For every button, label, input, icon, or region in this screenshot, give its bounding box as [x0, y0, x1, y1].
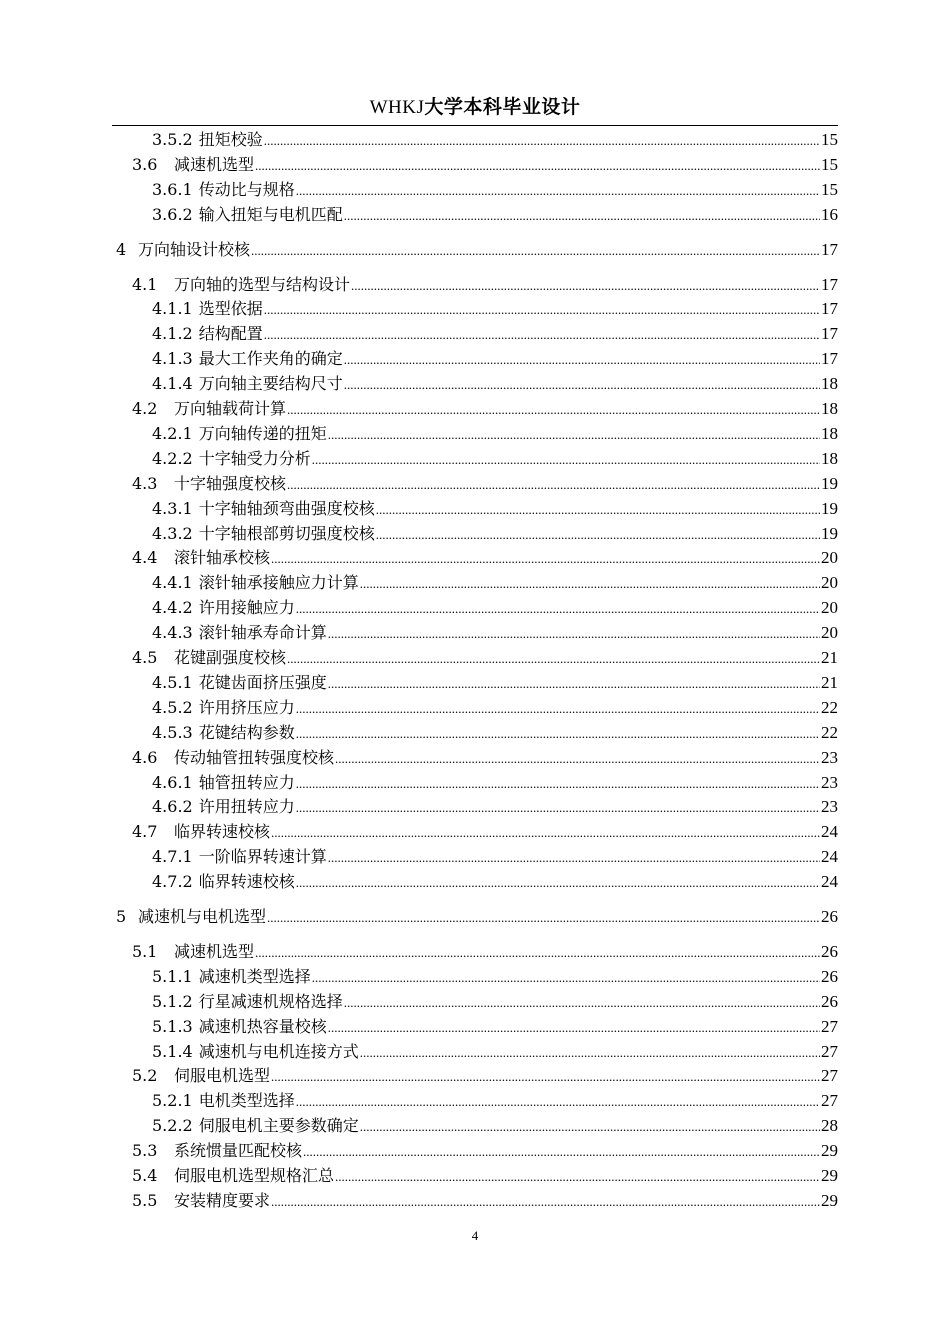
- toc-dot-leader: [328, 421, 820, 447]
- toc-entry-number: 5.5: [132, 1190, 158, 1210]
- toc-entry-number: 4.6.2: [152, 797, 193, 817]
- toc-dot-leader: [312, 446, 820, 472]
- toc-entry-page: 16: [821, 204, 838, 224]
- toc-entry[interactable]: [112, 321, 838, 346]
- toc-entry[interactable]: [112, 964, 838, 989]
- toc-entry-page: 21: [821, 672, 838, 692]
- toc-entry-number: 3.6.2: [152, 204, 193, 224]
- toc-entry-page: 27: [821, 1016, 838, 1036]
- toc-entry[interactable]: [112, 869, 838, 894]
- toc-entry-number: 4.2.1: [152, 423, 193, 443]
- toc-entry-title: 轴管扭转应力: [198, 772, 295, 792]
- toc-entry-page: 19: [821, 498, 838, 518]
- toc-entry-number: 4.4.2: [152, 598, 193, 618]
- toc-entry-title: 伺服电机选型规格汇总: [174, 1166, 335, 1185]
- toc-dot-leader: [376, 521, 820, 547]
- toc-entry-number: 4.6.1: [152, 772, 193, 792]
- toc-entry-page: 24: [821, 872, 838, 892]
- toc-entry-number: 5.3: [132, 1141, 158, 1161]
- toc-entry-number: 4.5: [132, 648, 158, 667]
- toc-entry-number: 5.1.1: [152, 966, 193, 986]
- toc-entry-number: 4.5.2: [152, 697, 193, 717]
- toc-entry-title: 扭矩校验: [198, 130, 263, 149]
- toc-entry-page: 29: [821, 1166, 838, 1185]
- toc-entry-page: 19: [821, 523, 838, 543]
- toc-entry[interactable]: [112, 202, 838, 227]
- toc-entry-page: 18: [821, 448, 838, 468]
- toc-entry[interactable]: [112, 237, 838, 262]
- toc-entry[interactable]: [112, 127, 838, 152]
- toc-entry-number: 4.3.2: [152, 523, 193, 543]
- toc-entry-number: 4.3.1: [152, 498, 193, 518]
- toc-entry[interactable]: [112, 446, 838, 471]
- toc-entry[interactable]: [112, 770, 838, 795]
- toc-entry-number: 3.6: [132, 154, 158, 174]
- toc-entry-number: 4.1.4: [152, 374, 193, 394]
- toc-entry-number: 4.7.1: [152, 847, 193, 867]
- toc-entry[interactable]: [112, 745, 838, 770]
- toc-entry-page: 22: [821, 722, 838, 742]
- toc-dot-leader: [296, 695, 820, 721]
- toc-dot-leader: [335, 1163, 820, 1189]
- toc-entry-page: 23: [821, 797, 838, 817]
- toc-entry-title: 输入扭矩与电机匹配: [198, 204, 343, 224]
- toc-entry[interactable]: [112, 545, 838, 570]
- toc-entry[interactable]: [112, 496, 838, 521]
- toc-entry[interactable]: [112, 645, 838, 670]
- toc-entry-number: 4.7.2: [152, 872, 193, 892]
- toc-entry[interactable]: [112, 989, 838, 1014]
- toc-entry-title: 电机类型选择: [198, 1091, 295, 1111]
- toc-entry-number: 5.2.2: [152, 1116, 193, 1136]
- toc-entry[interactable]: [112, 521, 838, 546]
- toc-entry-title: 减速机与电机选型: [138, 907, 267, 926]
- toc-entry-title: 花键结构参数: [198, 722, 295, 742]
- toc-entry-title: 临界转速校核: [174, 822, 271, 842]
- toc-entry[interactable]: [112, 421, 838, 446]
- toc-dot-leader: [264, 296, 820, 322]
- toc-entry-title: 最大工作夹角的确定: [198, 349, 343, 369]
- toc-entry[interactable]: [112, 570, 838, 595]
- toc-entry[interactable]: [112, 939, 838, 964]
- toc-entry-number: 4.5.3: [152, 722, 193, 742]
- header-title: 大学本科毕业设计: [424, 96, 581, 118]
- header-prefix: WHKJ: [369, 97, 425, 118]
- toc-entry-number: 5: [116, 907, 127, 926]
- toc-entry-title: 系统惯量匹配校核: [174, 1141, 303, 1161]
- toc-dot-leader: [303, 1138, 820, 1164]
- toc-entry[interactable]: [112, 1063, 838, 1088]
- toc-dot-leader: [328, 844, 820, 870]
- toc-entry[interactable]: [112, 695, 838, 720]
- toc-entry-page: 19: [821, 473, 838, 493]
- toc-entry-title: 减速机选型: [174, 941, 255, 961]
- toc-dot-leader: [296, 770, 820, 796]
- toc-dot-leader: [267, 904, 820, 930]
- toc-entry-page: 29: [821, 1190, 838, 1210]
- toc-entry-number: 5.2.1: [152, 1091, 193, 1111]
- toc-dot-leader: [255, 939, 820, 965]
- toc-entry-page: 20: [821, 573, 838, 593]
- toc-entry-title: 减速机热容量校核: [198, 1016, 327, 1036]
- toc-entry-number: 4.1: [132, 274, 158, 294]
- toc-entry-page: 15: [821, 130, 838, 149]
- toc-dot-leader: [312, 964, 820, 990]
- toc-entry[interactable]: [112, 1113, 838, 1138]
- toc-entry[interactable]: [112, 1014, 838, 1039]
- toc-entry-title: 十字轴轴颈弯曲强度校核: [198, 498, 375, 518]
- toc-dot-leader: [335, 745, 820, 771]
- toc-dot-leader: [264, 321, 820, 347]
- toc-entry[interactable]: [112, 819, 838, 844]
- toc-entry-page: 26: [821, 907, 838, 926]
- toc-entry-title: 滚针轴承接触应力计算: [198, 573, 359, 593]
- toc-entry-title: 许用挤压应力: [198, 697, 295, 717]
- toc-entry-number: 4.4.1: [152, 573, 193, 593]
- toc-entry[interactable]: [112, 371, 838, 396]
- toc-entry-title: 伺服电机主要参数确定: [198, 1116, 359, 1136]
- toc-entry-page: 27: [821, 1091, 838, 1111]
- toc-dot-leader: [271, 1188, 820, 1214]
- toc-entry-title: 安装精度要求: [174, 1190, 271, 1210]
- toc-entry-page: 21: [821, 648, 838, 667]
- toc-entry-title: 花键齿面挤压强度: [198, 672, 327, 692]
- toc-entry-page: 23: [821, 772, 838, 792]
- page-number: 4: [471, 1228, 479, 1243]
- toc-entry-page: 24: [821, 822, 838, 842]
- toc-entry-number: 4.3: [132, 473, 158, 493]
- toc-entry-page: 17: [821, 324, 838, 344]
- toc-entry-page: 24: [821, 847, 838, 867]
- toc-entry-title: 行星减速机规格选择: [198, 991, 343, 1011]
- toc-entry-number: 5.1: [132, 941, 158, 961]
- toc-entry-title: 选型依据: [198, 299, 263, 319]
- toc-dot-leader: [287, 396, 820, 422]
- toc-entry-number: 5.1.3: [152, 1016, 193, 1036]
- toc-entry-page: 26: [821, 991, 838, 1011]
- toc-entry-number: 3.5.2: [152, 130, 193, 149]
- toc-dot-leader: [351, 272, 820, 298]
- toc-entry-page: 26: [821, 966, 838, 986]
- toc-entry-title: 万向轴设计校核: [138, 239, 251, 259]
- toc-entry-page: 22: [821, 697, 838, 717]
- toc-entry[interactable]: [112, 670, 838, 695]
- toc-entry[interactable]: [112, 720, 838, 745]
- toc-entry-number: 4.2.2: [152, 448, 193, 468]
- toc-dot-leader: [296, 869, 820, 895]
- toc-dot-leader: [264, 127, 820, 153]
- toc-entry-page: 18: [821, 399, 838, 418]
- toc-dot-leader: [296, 794, 820, 820]
- toc-entry-number: 4: [116, 239, 127, 259]
- toc-entry-title: 十字轴受力分析: [198, 448, 311, 468]
- toc-entry-title: 一阶临界转速计算: [198, 847, 327, 867]
- toc-entry[interactable]: [112, 272, 838, 297]
- toc-dot-leader: [296, 595, 820, 621]
- toc-entry-page: 15: [821, 154, 838, 174]
- toc-entry[interactable]: [112, 904, 838, 929]
- toc-entry-page: 27: [821, 1066, 838, 1086]
- toc-entry[interactable]: [112, 595, 838, 620]
- toc-dot-leader: [296, 720, 820, 746]
- toc-entry-title: 万向轴的选型与结构设计: [174, 274, 351, 294]
- toc-entry-title: 十字轴根部剪切强度校核: [198, 523, 375, 543]
- toc-entry[interactable]: [112, 152, 838, 177]
- toc-entry[interactable]: [112, 1138, 838, 1163]
- toc-entry-page: 17: [821, 299, 838, 319]
- toc-entry-title: 滚针轴承寿命计算: [198, 623, 327, 643]
- toc-entry-number: 4.6: [132, 747, 158, 767]
- toc-dot-leader: [360, 1113, 820, 1139]
- toc-entry[interactable]: [112, 1088, 838, 1113]
- toc-dot-leader: [287, 645, 820, 671]
- toc-dot-leader: [344, 989, 820, 1015]
- toc-entry-title: 减速机类型选择: [198, 966, 311, 986]
- toc-dot-leader: [328, 620, 820, 646]
- toc-entry-page: 20: [821, 623, 838, 643]
- toc-entry-title: 十字轴强度校核: [174, 473, 287, 493]
- toc-entry[interactable]: [112, 1188, 838, 1213]
- toc-entry-number: 4.1.3: [152, 349, 193, 369]
- toc-entry-number: 5.1.2: [152, 991, 193, 1011]
- toc-entry-title: 许用接触应力: [198, 598, 295, 618]
- toc-dot-leader: [360, 570, 820, 596]
- toc-entry-title: 万向轴传递的扭矩: [198, 423, 327, 443]
- toc-dot-leader: [344, 371, 820, 397]
- toc-entry[interactable]: [112, 844, 838, 869]
- toc-entry-page: 27: [821, 1041, 838, 1061]
- toc-dot-leader: [271, 545, 820, 571]
- toc-entry-number: 3.6.1: [152, 179, 193, 199]
- toc-entry-page: 17: [821, 274, 838, 294]
- toc-entry-page: 29: [821, 1141, 838, 1161]
- toc-entry-number: 4.4: [132, 548, 158, 568]
- toc-entry-title: 传动比与规格: [198, 179, 295, 199]
- toc-entry-page: 18: [821, 374, 838, 394]
- toc-entry-title: 花键副强度校核: [174, 648, 287, 667]
- toc-entry-title: 减速机与电机连接方式: [198, 1041, 359, 1061]
- toc-entry-page: 26: [821, 941, 838, 961]
- toc-dot-leader: [360, 1039, 820, 1065]
- toc-entry[interactable]: [112, 296, 838, 321]
- toc-entry-page: 17: [821, 239, 838, 259]
- table-of-contents: [112, 0, 838, 1344]
- toc-dot-leader: [376, 496, 820, 522]
- toc-entry[interactable]: [112, 1163, 838, 1188]
- toc-entry[interactable]: [112, 346, 838, 371]
- toc-entry-title: 传动轴管扭转强度校核: [174, 747, 335, 767]
- toc-entry-page: 28: [821, 1116, 838, 1136]
- toc-entry-title: 减速机选型: [174, 154, 255, 174]
- toc-entry[interactable]: [112, 177, 838, 202]
- toc-entry-page: 20: [821, 548, 838, 568]
- toc-entry-number: 4.4.3: [152, 623, 193, 643]
- toc-entry-number: 5.2: [132, 1066, 158, 1086]
- toc-entry-title: 万向轴载荷计算: [174, 399, 287, 418]
- toc-entry-number: 4.1.1: [152, 299, 193, 319]
- toc-entry[interactable]: [112, 1039, 838, 1064]
- toc-dot-leader: [271, 819, 820, 845]
- toc-dot-leader: [296, 177, 820, 203]
- toc-entry-page: 23: [821, 747, 838, 767]
- toc-entry-page: 17: [821, 349, 838, 369]
- toc-entry-number: 4.7: [132, 822, 158, 842]
- toc-entry-number: 4.2: [132, 399, 158, 418]
- toc-entry-number: 5.4: [132, 1166, 158, 1185]
- toc-dot-leader: [271, 1063, 820, 1089]
- toc-entry-page: 15: [821, 179, 838, 199]
- toc-entry-number: 5.1.4: [152, 1041, 193, 1061]
- toc-entry-page: 18: [821, 423, 838, 443]
- toc-dot-leader: [255, 152, 820, 178]
- toc-entry-number: 4.1.2: [152, 324, 193, 344]
- toc-dot-leader: [328, 670, 820, 696]
- toc-entry-number: 4.5.1: [152, 672, 193, 692]
- toc-entry-title: 伺服电机选型: [174, 1066, 271, 1086]
- toc-entry-title: 滚针轴承校核: [174, 548, 271, 568]
- toc-entry[interactable]: [112, 620, 838, 645]
- toc-entry-page: 20: [821, 598, 838, 618]
- toc-dot-leader: [328, 1014, 820, 1040]
- toc-dot-leader: [344, 346, 820, 372]
- toc-dot-leader: [251, 237, 820, 263]
- toc-dot-leader: [296, 1088, 820, 1114]
- toc-entry-title: 临界转速校核: [198, 872, 295, 892]
- toc-entry-title: 万向轴主要结构尺寸: [198, 374, 343, 394]
- toc-entry-title: 许用扭转应力: [198, 797, 295, 817]
- toc-entry[interactable]: [112, 471, 838, 496]
- toc-entry[interactable]: [112, 396, 838, 421]
- toc-dot-leader: [287, 471, 820, 497]
- toc-entry-title: 结构配置: [198, 324, 263, 344]
- toc-dot-leader: [344, 202, 820, 228]
- toc-entry[interactable]: [112, 794, 838, 819]
